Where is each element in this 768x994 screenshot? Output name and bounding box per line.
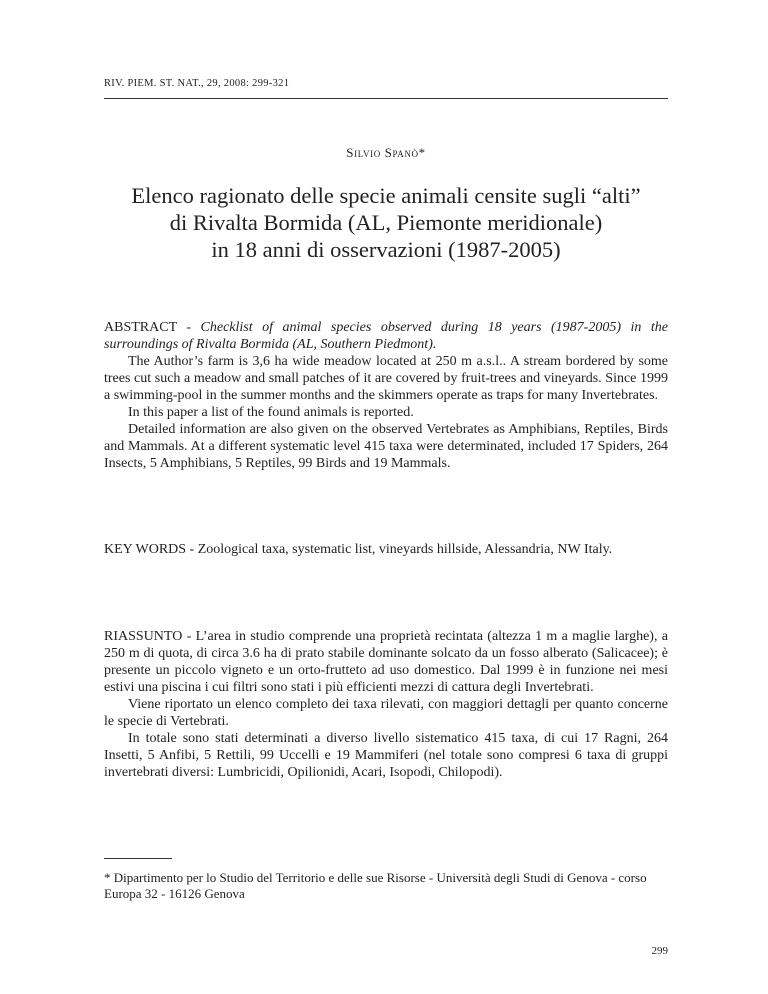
abstract-label: ABSTRACT - [104,320,201,335]
abstract-paragraph: In this paper a list of the found animals is reported. [128,405,414,420]
title-line: Elenco ragionato delle specie animali censite sugli “alti” [131,183,641,208]
keywords-text: KEY WORDS - Zoological taxa, systematic list, vineyards hillside, Alessandria, NW Italy. [104,542,613,557]
abstract-section [104,319,668,472]
riassunto-paragraph: In totale sono stati determinati a diverso livello sistematico 415 taxa, di cui 17 Ragni, 264 Insetti, 5 Anfibi, 5 Rettili, 99 Uccelli e 19 Mammiferi (nel totale sono compresi 6 taxa di gruppi invertebrati diversi: Lumbricidi, Opilionidi, Acari, Isopodi, Chilopodi). [104,731,668,780]
page-number: 299 [651,945,668,957]
affiliation-footnote: * Dipartimento per lo Studio del Territorio e delle sue Risorse - Università degli Studi di Genova - corso Europa 32 - 16126 Genova [104,870,647,901]
author-footnote-mark: * [418,145,426,160]
riassunto-paragraph: Viene riportato un elenco completo dei taxa rilevati, con maggiori dettagli per quanto concerne le specie di Vertebrati. [104,697,668,729]
abstract-heading [104,319,668,353]
paper-title [104,182,668,263]
footnote-rule [104,858,172,859]
riassunto-paragraph: RIASSUNTO - L’area in studio comprende una proprietà recintata (altezza 1 m a maglie larghe), a 250 m di quota, di circa 3.6 ha di prato stabile dominante solcato da un fosso alberato (Salicacee); è presente un piccolo vigneto e un orto-frutteto ad uso domestico. Dal 1999 è in funzione nei mesi estivi una piscina i cui filtri sono stati i più efficienti mezzi di cattura degli Invertebrati. [104,629,668,695]
keywords-section [104,541,668,558]
riassunto-section [104,628,668,781]
abstract-paragraph: Detailed information are also given on the observed Vertebrates as Amphibians, Reptiles, Birds and Mammals. At a different systematic level 415 taxa were determinated, included 17 Spiders, 264 Insects, 5 Amphibians, 5 Reptiles, 99 Birds and 19 Mammals. [104,422,668,471]
author-name [104,145,668,161]
header-rule [104,98,668,99]
author-last-name: Spanò [384,145,419,160]
author-first-name: Silvio [346,145,381,160]
title-line: in 18 anni di osservazioni (1987-2005) [211,237,561,262]
title-line: di Rivalta Bormida (AL, Piemonte meridionale) [169,210,603,235]
journal-header: RIV. PIEM. ST. NAT., 29, 2008: 299-321 [104,78,290,89]
abstract-english-title: Checklist of animal species observed during 18 years (1987-2005) in the surroundings of Rivalta Bormida (AL, Southern Piedmont). [104,320,668,352]
abstract-paragraph: The Author’s farm is 3,6 ha wide meadow located at 250 m a.s.l.. A stream bordered by some trees cut such a meadow and small patches of it are covered by fruit-trees and vineyards. Since 1999 a swimming-pool in the summer months and the skimmers operate as traps for many Invertebrates. [104,354,668,403]
